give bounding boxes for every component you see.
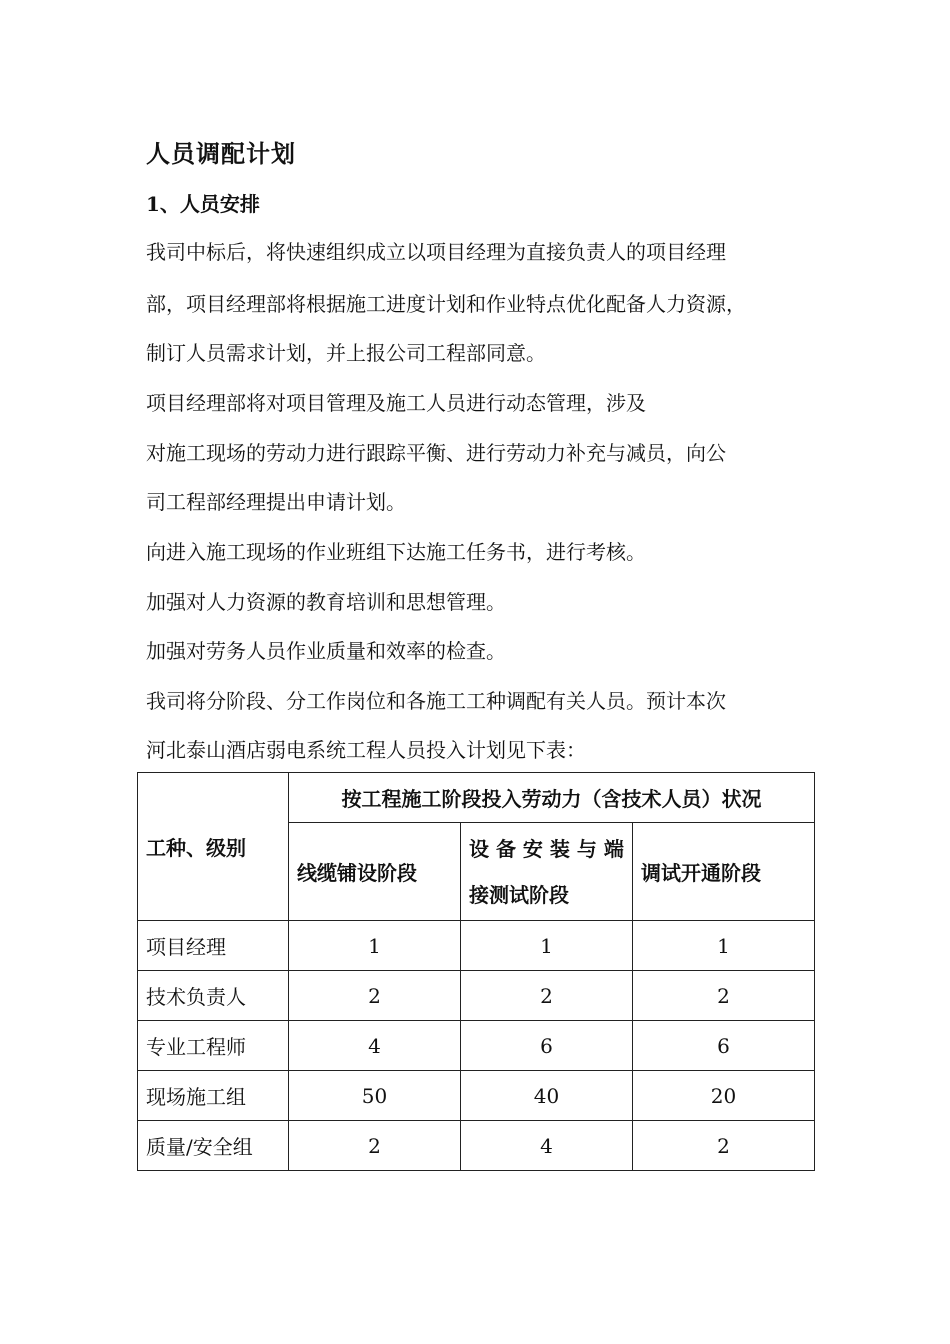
table-row	[138, 1071, 815, 1121]
paragraph-line: 向进入施工现场的作业班组下达施工任务书，进行考核。	[146, 540, 646, 564]
value-cell: 2	[289, 1121, 461, 1171]
role-cell: 专业工程师	[138, 1021, 289, 1071]
row-header-cell: 工种、级别	[138, 773, 289, 921]
value-cell: 1	[289, 921, 461, 971]
group-header-cell: 按工程施工阶段投入劳动力（含技术人员）状况	[289, 773, 815, 823]
role-cell: 技术负责人	[138, 971, 289, 1021]
role-cell: 现场施工组	[138, 1071, 289, 1121]
paragraph-line: 河北泰山酒店弱电系统工程人员投入计划见下表：	[146, 738, 586, 762]
value-cell: 6	[633, 1021, 815, 1071]
stage-header-cell: 线缆铺设阶段	[289, 823, 461, 921]
table-header-row	[138, 773, 815, 823]
paragraph-line: 加强对人力资源的教育培训和思想管理。	[146, 590, 506, 614]
stage-header-cell	[461, 823, 633, 921]
value-cell: 4	[461, 1121, 633, 1171]
stage-header-line: 接测试阶段	[469, 882, 569, 907]
paragraph-line: 加强对劳务人员作业质量和效率的检查。	[146, 639, 506, 663]
stage-header-line: 设 备 安 装 与 端	[469, 836, 624, 861]
paragraph-line: 制订人员需求计划，并上报公司工程部同意。	[146, 341, 546, 365]
table-row	[138, 1021, 815, 1071]
value-cell: 2	[633, 971, 815, 1021]
paragraph-line: 我司中标后，将快速组织成立以项目经理为直接负责人的项目经理	[146, 240, 726, 264]
role-cell: 项目经理	[138, 921, 289, 971]
value-cell: 40	[461, 1071, 633, 1121]
table-row	[138, 921, 815, 971]
value-cell: 2	[633, 1121, 815, 1171]
role-cell: 质量/安全组	[138, 1121, 289, 1171]
value-cell: 6	[461, 1021, 633, 1071]
value-cell: 2	[289, 971, 461, 1021]
section-heading: 1、人员安排	[146, 192, 260, 216]
value-cell: 2	[461, 971, 633, 1021]
table-row	[138, 971, 815, 1021]
paragraph-line: 我司将分阶段、分工作岗位和各施工工种调配有关人员。预计本次	[146, 689, 726, 713]
value-cell: 50	[289, 1071, 461, 1121]
value-cell: 20	[633, 1071, 815, 1121]
page-title: 人员调配计划	[146, 139, 296, 168]
paragraph-line: 部，项目经理部将根据施工进度计划和作业特点优化配备人力资源，	[146, 292, 746, 316]
staffing-table	[137, 772, 815, 1171]
value-cell: 1	[461, 921, 633, 971]
stage-header-cell: 调试开通阶段	[633, 823, 815, 921]
value-cell: 1	[633, 921, 815, 971]
value-cell: 4	[289, 1021, 461, 1071]
paragraph-line: 对施工现场的劳动力进行跟踪平衡、进行劳动力补充与减员，向公	[146, 441, 726, 465]
table-row	[138, 1121, 815, 1171]
paragraph-line: 项目经理部将对项目管理及施工人员进行动态管理，涉及	[146, 391, 646, 415]
paragraph-line: 司工程部经理提出申请计划。	[146, 490, 406, 514]
